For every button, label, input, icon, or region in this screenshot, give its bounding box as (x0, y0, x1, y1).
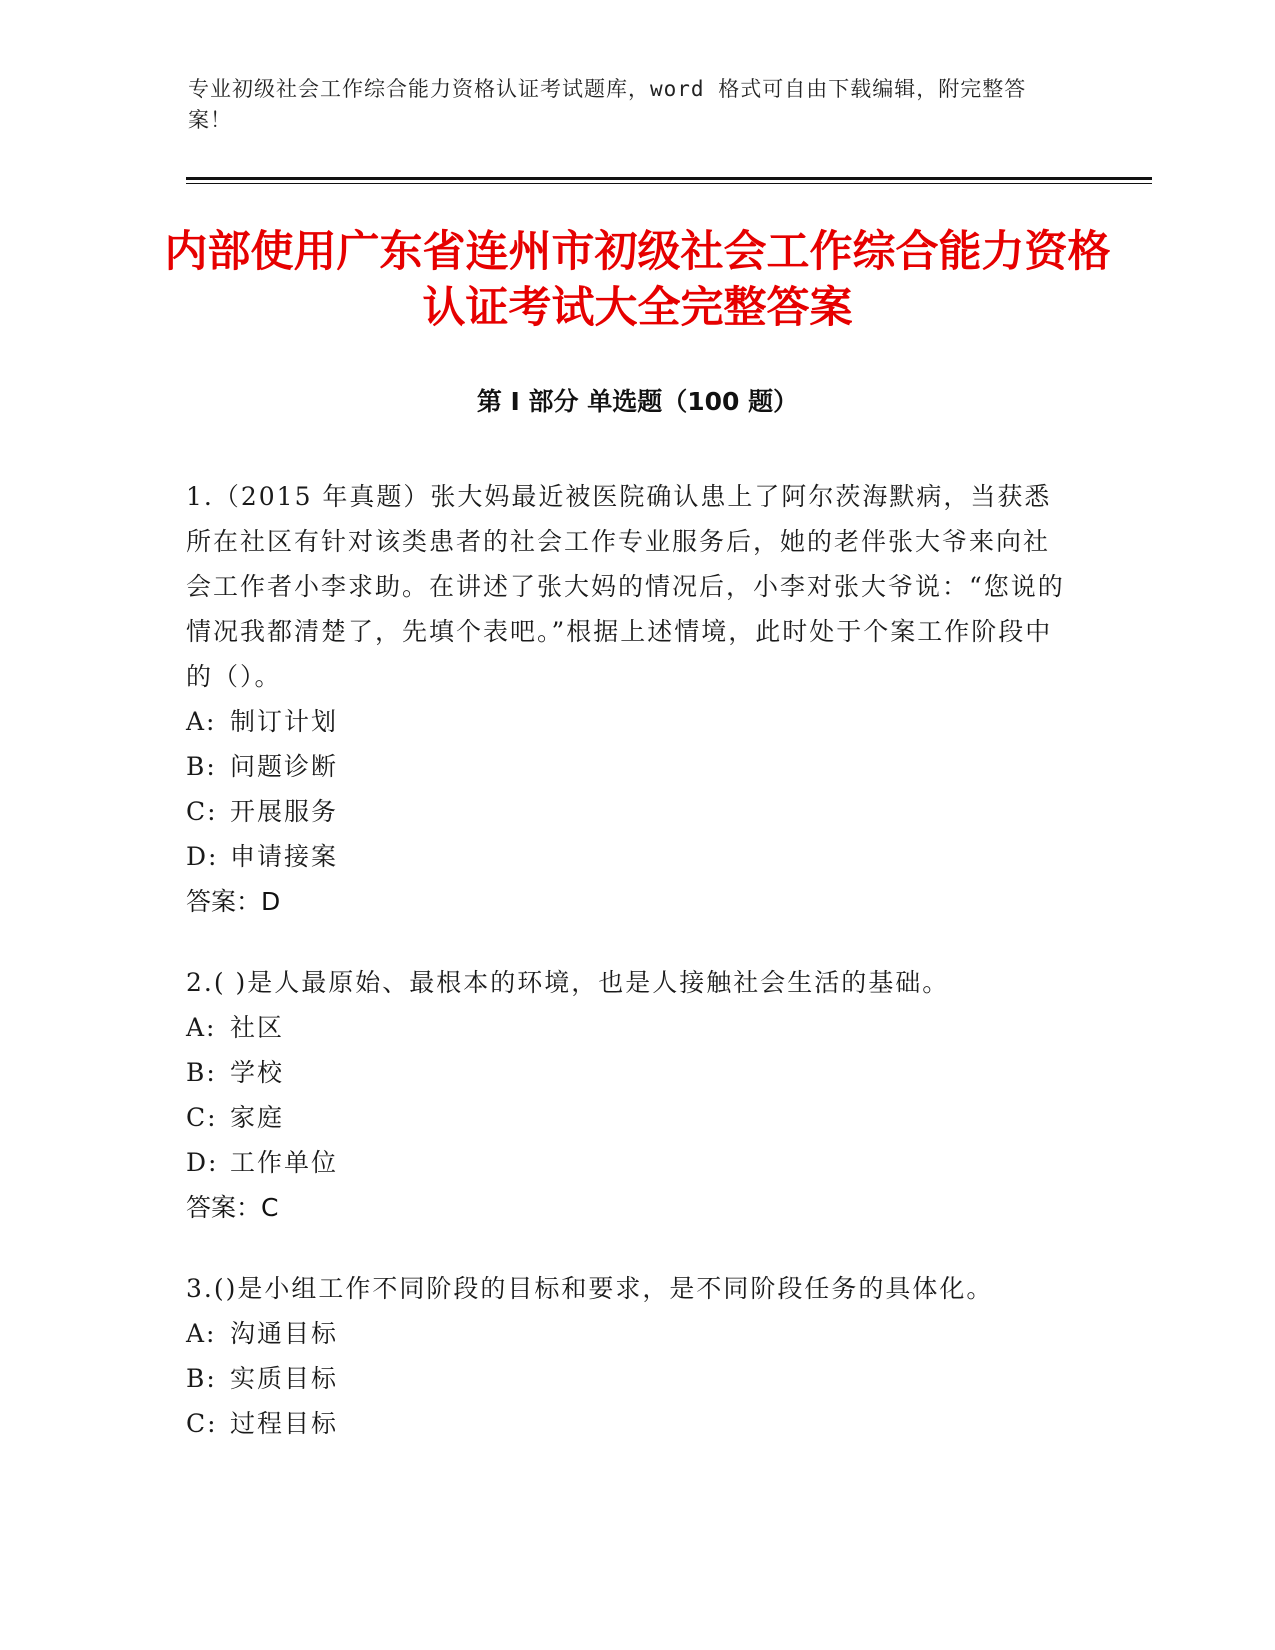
section-title: 第 I 部分 单选题（100 题） (476, 387, 799, 416)
question-stem: 2.( )是人最原始、最根本的环境，也是人接触社会生活的基础。 (186, 968, 950, 997)
option-text: 过程目标 (230, 1409, 339, 1438)
option-text: 申请接案 (230, 842, 339, 871)
option-letter: A: (186, 1319, 217, 1348)
option-c (186, 789, 1066, 834)
option-letter: C: (186, 797, 218, 826)
option-d (186, 1140, 1066, 1185)
answer: 答案：D (186, 887, 281, 916)
option-text: 工作单位 (230, 1148, 339, 1177)
question-1 (186, 474, 1066, 924)
header-rule-thick (186, 177, 1152, 180)
option-text: 制订计划 (230, 707, 339, 736)
option-letter: D: (186, 842, 219, 871)
option-text: 学校 (230, 1058, 285, 1087)
option-a (186, 1005, 1066, 1050)
option-letter: B: (186, 1058, 217, 1087)
option-letter: B: (186, 1364, 217, 1393)
option-letter: A: (186, 1013, 217, 1042)
question-2 (186, 960, 1066, 1230)
option-text: 开展服务 (230, 797, 339, 826)
question-stem: 3.()是小组工作不同阶段的目标和要求，是不同阶段任务的具体化。 (186, 1274, 994, 1303)
option-a (186, 699, 1066, 744)
option-letter: C: (186, 1409, 218, 1438)
option-text: 社区 (230, 1013, 285, 1042)
option-a (186, 1311, 1066, 1356)
option-b (186, 1356, 1066, 1401)
option-text: 实质目标 (230, 1364, 339, 1393)
option-b (186, 1050, 1066, 1095)
option-text: 家庭 (230, 1103, 285, 1132)
question-list (186, 474, 1066, 1482)
option-b (186, 744, 1066, 789)
header-rule-thin (186, 183, 1152, 184)
question-3 (186, 1266, 1066, 1446)
document-title: 内部使用广东省连州市初级社会工作综合能力资格认证考试大全完整答案 (164, 227, 1111, 333)
question-stem: 1.（2015 年真题）张大妈最近被医院确认患上了阿尔茨海默病，当获悉所在社区有针对该类患者的社会工作专业服务后，她的老伴张大爷来向社会工作者小李求助。在讲述了张大妈的情况后，小李对张大爷说：“您说的情况我都清楚了，先填个表吧。”根据上述情境，此时处于个案工作阶段中的（）。 (186, 482, 1065, 691)
option-d (186, 834, 1066, 879)
option-letter: C: (186, 1103, 218, 1132)
option-text: 沟通目标 (230, 1319, 339, 1348)
option-c (186, 1095, 1066, 1140)
option-c (186, 1401, 1066, 1446)
option-text: 问题诊断 (230, 752, 339, 781)
header-note: 专业初级社会工作综合能力资格认证考试题库，word 格式可自由下载编辑，附完整答案！ (188, 77, 1027, 132)
answer: 答案：C (186, 1193, 279, 1222)
option-letter: A: (186, 707, 217, 736)
option-letter: B: (186, 752, 217, 781)
option-letter: D: (186, 1148, 219, 1177)
